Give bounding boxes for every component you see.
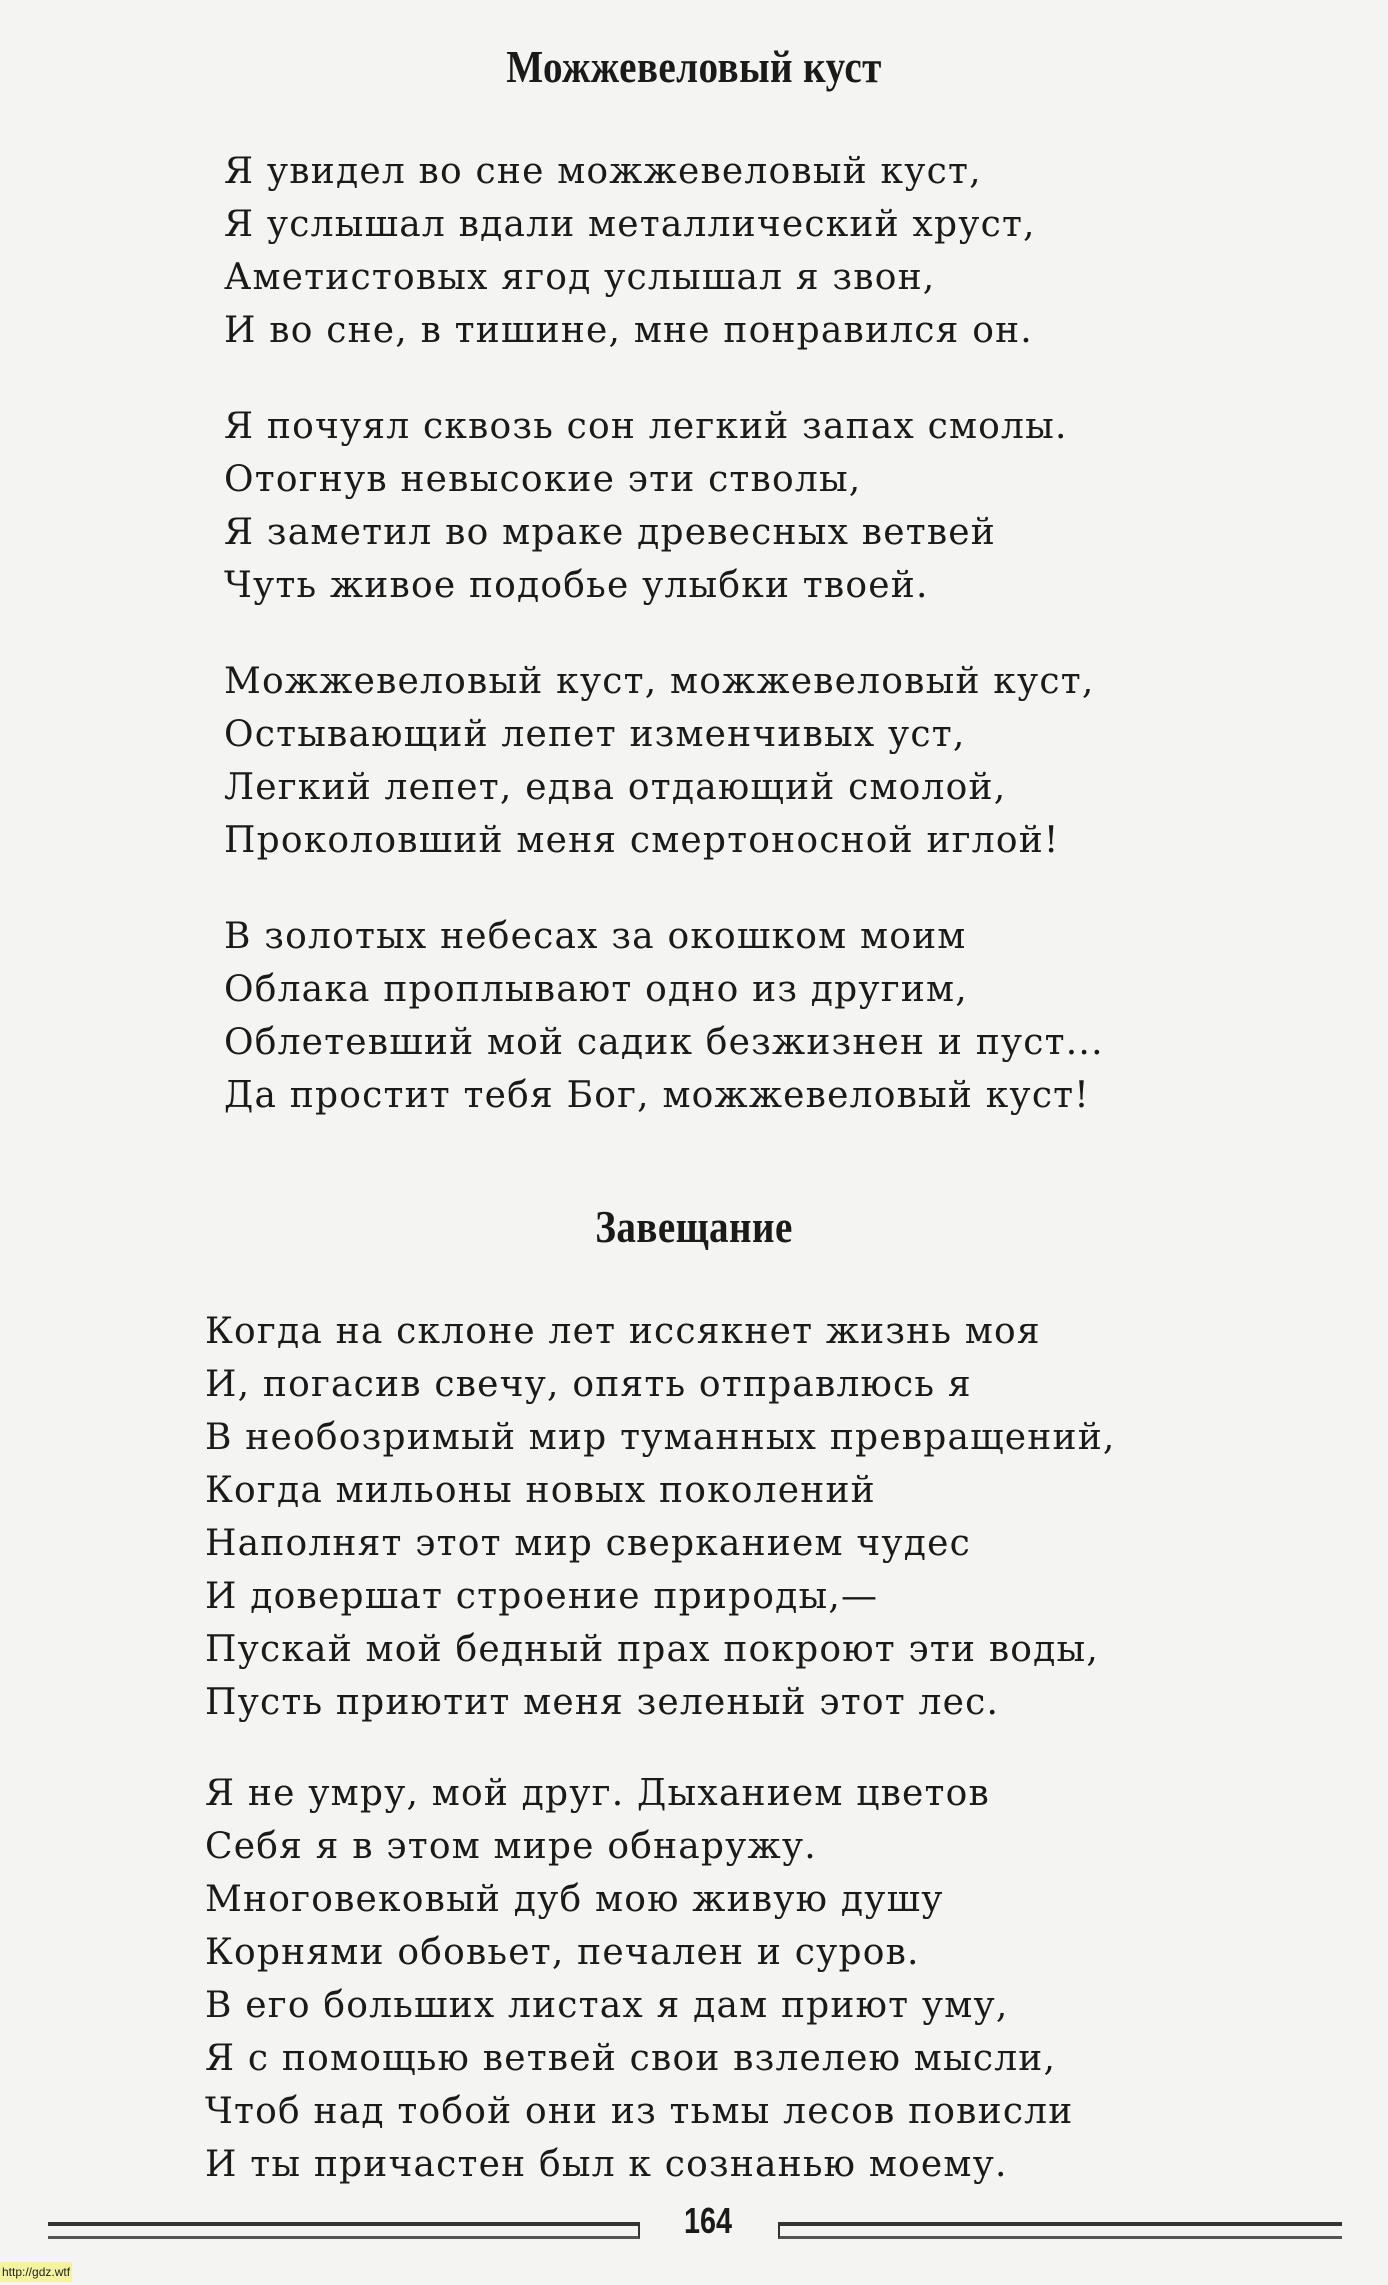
stanza (205, 1767, 1073, 2191)
verse-line: Когда мильоны новых поколений (205, 1470, 876, 1511)
verse-line: Себя я в этом мире обнаружу. (205, 1826, 817, 1867)
verse-line: Облака проплывают одно из другим, (224, 969, 968, 1010)
verse-line: Проколовший меня смертоносной иглой! (224, 820, 1060, 861)
verse-line: Легкий лепет, едва отдающий смолой, (224, 767, 1007, 808)
verse-line: Я услышал вдали металлический хруст, (224, 204, 1036, 245)
page-number: 164 (683, 2200, 733, 2241)
verse-line: Пусть приютит меня зеленый этот лес. (205, 1682, 1000, 1723)
verse-line: Я с помощью ветвей свои взлелею мысли, (205, 2038, 1057, 2079)
verse-line: Облетевший мой садик безжизнен и пуст... (224, 1022, 1104, 1063)
verse-line: Я почуял сквозь сон легкий запах смолы. (224, 406, 1068, 447)
page-footer (48, 2200, 1340, 2260)
verse-line: Чтоб над тобой они из тьмы лесов повисли (205, 2091, 1074, 2132)
verse-line: Многовековый дуб мою живую душу (205, 1879, 944, 1920)
verse-line: Можжевеловый куст, можжевеловый куст, (224, 661, 1095, 702)
poem-title: Завещание (595, 1201, 793, 1252)
verse-line: Остывающий лепет изменчивых уст, (224, 714, 966, 755)
stanza (224, 655, 1094, 867)
footer-rule-right (778, 2222, 1342, 2239)
verse-line: Да простит тебя Бог, можжевеловый куст! (224, 1075, 1090, 1116)
stanza (224, 145, 1036, 357)
verse-line: Аметистовых ягод услышал я звон, (224, 257, 936, 298)
verse-line: И во сне, в тишине, мне понравился он. (224, 310, 1033, 351)
poem-title: Можжевеловый куст (506, 41, 882, 92)
verse-line: Я заметил во мраке древесных ветвей (224, 512, 996, 553)
verse-line: В золотых небесах за окошком моим (224, 916, 967, 957)
verse-line: В его больших листах я дам приют уму, (205, 1985, 1009, 2026)
stanza (224, 400, 1068, 612)
stanza (205, 1305, 1116, 1729)
verse-line: И, погасив свечу, опять отправлюсь я (205, 1364, 972, 1405)
verse-line: Пускай мой бедный прах покроют эти воды, (205, 1629, 1100, 1670)
verse-line: Я увидел во сне можжевеловый куст, (224, 151, 982, 192)
verse-line: Чуть живое подобье улыбки твоей. (224, 565, 929, 606)
verse-line: И ты причастен был к сознанью моему. (205, 2144, 1008, 2185)
watermark-link[interactable]: http://gdz.wtf (0, 2262, 72, 2282)
verse-line: И довершат строение природы,— (205, 1576, 879, 1617)
stanza (224, 910, 1104, 1122)
footer-rule-left (48, 2222, 640, 2239)
verse-line: Я не умру, мой друг. Дыханием цветов (205, 1773, 991, 1814)
verse-line: В необозримый мир туманных превращений, (205, 1417, 1116, 1458)
verse-line: Наполнят этот мир сверканием чудес (205, 1523, 971, 1564)
verse-line: Корнями обовьет, печален и суров. (205, 1932, 920, 1973)
verse-line: Когда на склоне лет иссякнет жизнь моя (205, 1311, 1041, 1352)
verse-line: Отогнув невысокие эти стволы, (224, 459, 862, 500)
